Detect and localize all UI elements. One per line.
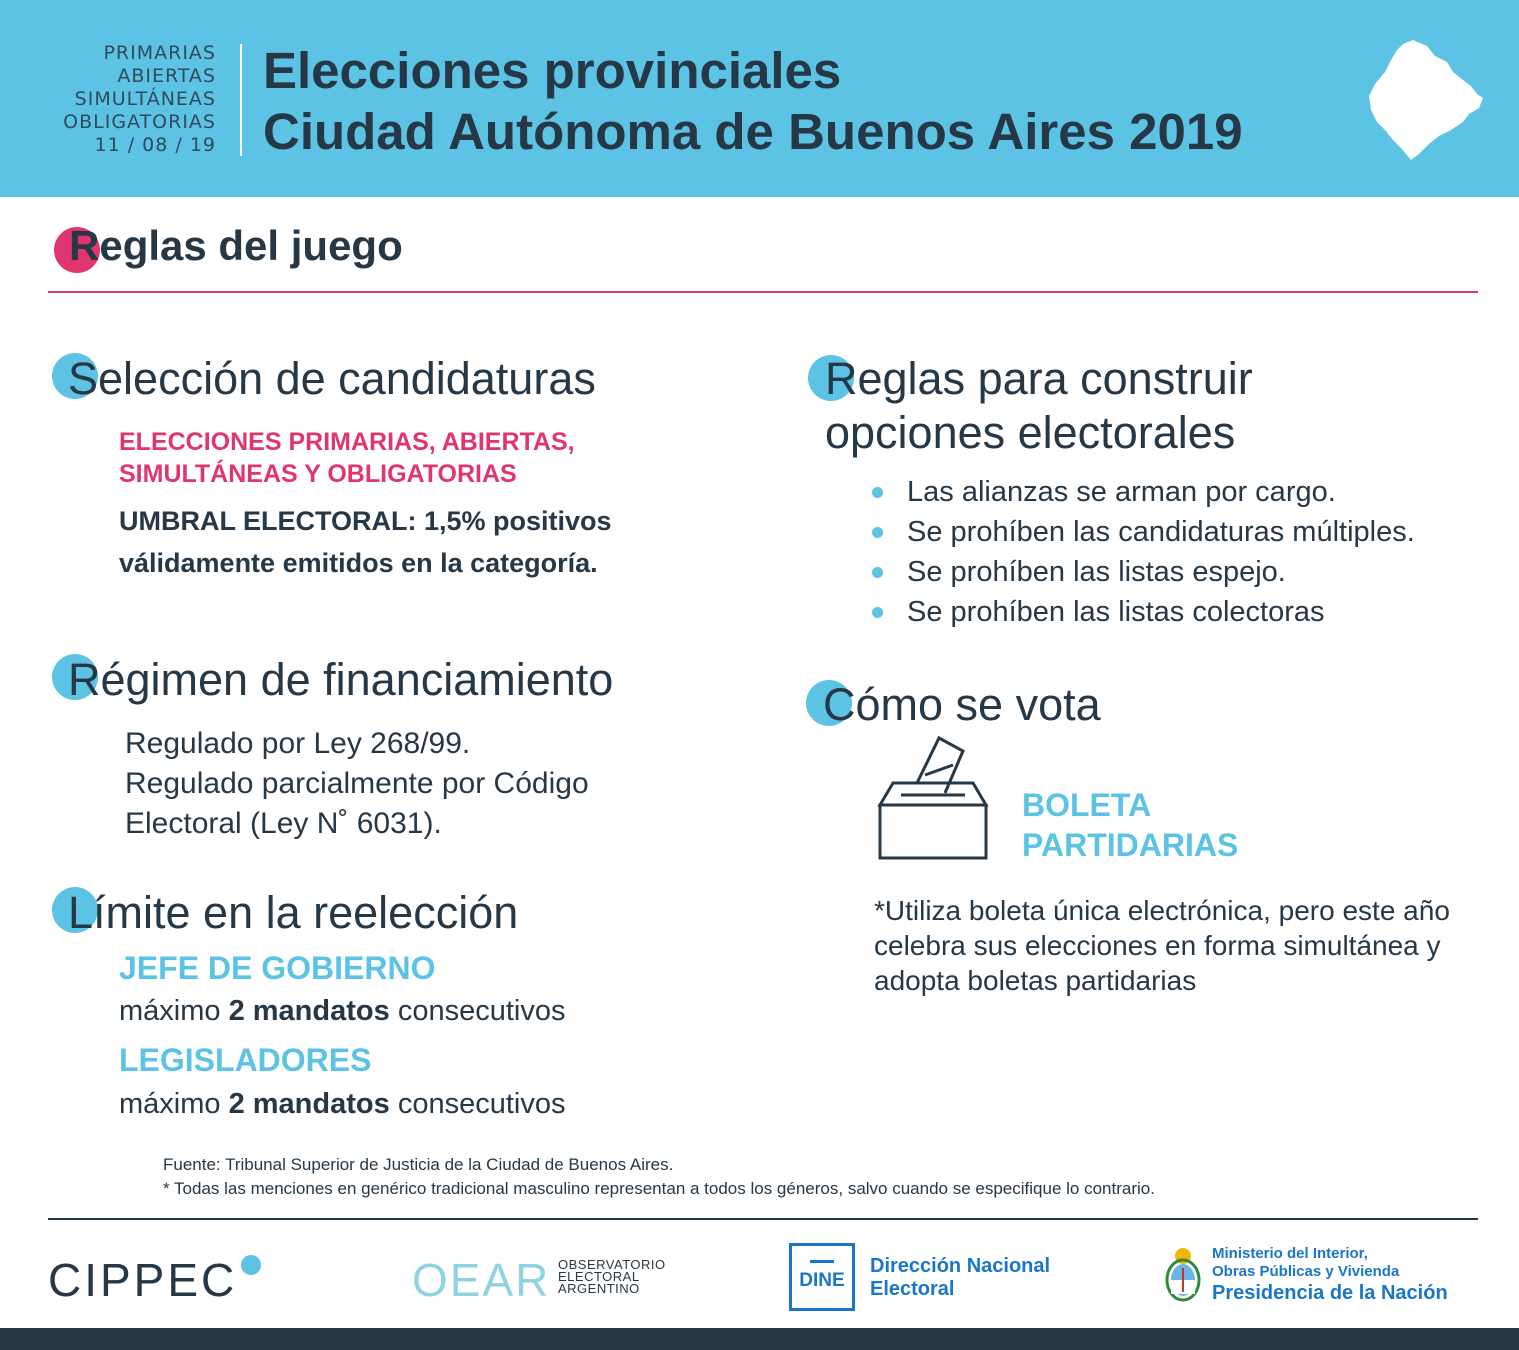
footer-divider [48,1218,1478,1220]
cippec-logo: CIPPEC [48,1254,238,1306]
dine-logo: DINE [789,1243,855,1311]
financiamiento-text: Regulado por Ley 268/99. Regulado parcialmente por Código Electoral (Ley N˚ 6031). [125,727,589,840]
caba-map-icon [1365,36,1485,164]
ballot-box-icon [875,735,991,861]
ministerio-logo: Ministerio del Interior, Obras Públicas y Vivienda Presidencia de la Nación [1212,1245,1448,1304]
header-divider [240,44,242,156]
mandate-legisladores: máximo 2 mandatos consecutivos [119,1088,566,1120]
seleccion-title: Selección de candidaturas [68,353,596,404]
section-title: Reglas del juego [69,222,403,269]
dine-bar [810,1260,834,1263]
list-item: Se prohíben las candidaturas múltiples. [870,512,1415,552]
opciones-title: Reglas para construir opciones electorales [825,353,1253,458]
oear-logo: OEAR [412,1254,551,1306]
oear-subtitle: OBSERVATORIO ELECTORAL ARGENTINO [558,1257,666,1296]
role-legisladores: LEGISLADORES [119,1042,372,1078]
mandate-jefe: máximo 2 mandatos consecutivos [119,995,566,1027]
paso-label: PRIMARIAS ABIERTAS SIMULTÁNEAS OBLIGATORIAS 11 / 08 / 19 [63,42,216,156]
opciones-rules-list [870,472,1415,632]
boleta-label: BOLETA PARTIDARIAS [1022,787,1239,863]
header-banner [0,0,1519,197]
dine-name: Dirección Nacional Electoral [870,1255,1051,1300]
escudo-icon [1163,1246,1203,1304]
financiamiento-title: Régimen de financiamiento [68,654,614,705]
bottom-bar [0,1328,1519,1350]
seleccion-type: ELECCIONES PRIMARIAS, ABIERTAS, SIMULTÁNEAS Y OBLIGATORIAS [119,428,575,488]
role-jefe-gobierno: JEFE DE GOBIERNO [119,950,436,986]
source-notes: Fuente: Tribunal Superior de Justicia de la Ciudad de Buenos Aires. * Todas las menciones en genérico tradicional masculino representan a todos los géneros, salvo cuando se especifique lo contrario. [163,1155,1155,1198]
reeleccion-title: Límite en la reelección [68,887,519,938]
list-item: Se prohíben las listas colectoras [870,592,1415,632]
section-divider [48,291,1478,293]
page-title: Elecciones provinciales Ciudad Autónoma de Buenos Aires 2019 [263,42,1243,160]
list-item: Las alianzas se arman por cargo. [870,472,1415,512]
vota-title: Cómo se vota [823,679,1101,730]
vota-note: *Utiliza boleta única electrónica, pero este año celebra sus elecciones en forma simultánea y adopta boletas partidarias [874,895,1450,996]
list-item: Se prohíben las listas espejo. [870,552,1415,592]
umbral-text: UMBRAL ELECTORAL: 1,5% positivos válidamente emitidos en la categoría. [119,506,612,578]
cippec-mark-icon [241,1255,261,1275]
